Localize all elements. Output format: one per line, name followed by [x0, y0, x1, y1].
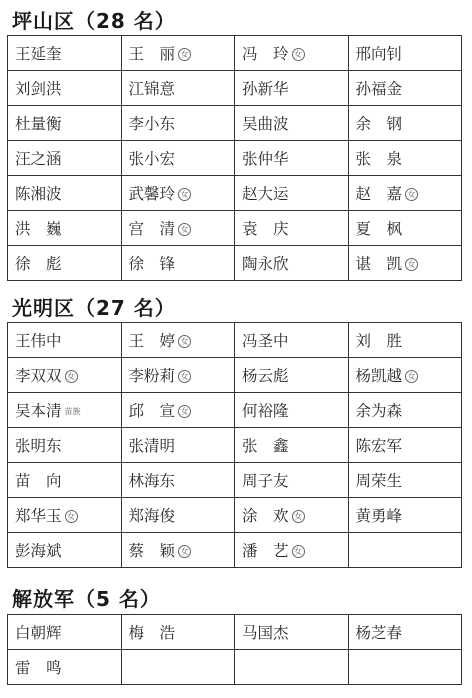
name-cell: [235, 463, 349, 498]
name-cell: [235, 358, 349, 393]
person-name: 邢向钊: [355, 45, 403, 63]
person-name: 杨云彪: [242, 367, 289, 385]
name-cell: [348, 176, 462, 211]
person-name: 徐 彪: [15, 255, 62, 273]
name-cell: [121, 650, 235, 685]
name-cell: [348, 323, 462, 358]
person-name: 李双双: [15, 367, 62, 385]
person-name: 彭海斌: [15, 542, 62, 560]
name-cell: [8, 533, 122, 568]
name-cell: [121, 71, 235, 106]
person-name: 雷 鸣: [15, 659, 62, 677]
name-cell: [8, 106, 122, 141]
person-name: 张仲华: [242, 150, 289, 168]
person-name: 陈宏军: [355, 437, 403, 455]
person-name: 王延奎: [15, 45, 62, 63]
person-name: 蔡 颖: [128, 542, 176, 560]
name-cell: [121, 615, 235, 650]
annotation-tag: 女: [178, 48, 191, 61]
name-cell: [348, 533, 462, 568]
person-name: 马国杰: [242, 624, 289, 642]
person-name: 李小东: [128, 115, 176, 133]
annotation-tag: 女: [405, 188, 418, 201]
annotation-tag: 苗族: [64, 407, 81, 416]
table-row: [8, 211, 462, 246]
table-row: [8, 498, 462, 533]
table-row: [8, 393, 462, 428]
name-cell: [348, 358, 462, 393]
annotation-tag: 女: [405, 258, 418, 271]
name-cell: [8, 36, 122, 71]
name-cell: [348, 393, 462, 428]
name-cell: [235, 650, 349, 685]
name-cell: [121, 393, 235, 428]
person-name: 郑华玉: [15, 507, 62, 525]
person-name: 邱 宣: [128, 402, 176, 420]
table-row: [8, 615, 462, 650]
person-name: 涂 欢: [242, 507, 289, 525]
person-name: 陶永欣: [242, 255, 289, 273]
person-name: 冯圣中: [242, 332, 289, 350]
name-cell: [235, 211, 349, 246]
person-name: 谌 凯: [355, 255, 403, 273]
annotation-tag: 女: [178, 545, 191, 558]
person-name: 余 钢: [355, 115, 403, 133]
table-row: [8, 358, 462, 393]
name-cell: [8, 246, 122, 281]
name-cell: [235, 176, 349, 211]
name-cell: [348, 36, 462, 71]
name-cell: [8, 211, 122, 246]
name-cell: [348, 428, 462, 463]
section-title-guangming: 光明区（27 名）: [12, 296, 176, 320]
name-cell: [8, 176, 122, 211]
name-cell: [121, 463, 235, 498]
table-row: [8, 463, 462, 498]
name-cell: [121, 428, 235, 463]
person-name: 张 鑫: [242, 437, 289, 455]
annotation-tag: 女: [292, 545, 305, 558]
person-name: 吴本清: [15, 402, 62, 420]
name-table-pla: [7, 614, 462, 685]
person-name: 杜量衡: [15, 115, 62, 133]
person-name: 黄勇峰: [355, 507, 403, 525]
person-name: 梅 浩: [128, 624, 176, 642]
table-row: [8, 428, 462, 463]
name-cell: [235, 141, 349, 176]
name-cell: [235, 498, 349, 533]
name-cell: [121, 498, 235, 533]
person-name: 宫 清: [128, 220, 176, 238]
table-row: [8, 71, 462, 106]
name-cell: [235, 393, 349, 428]
person-name: 陈湘波: [15, 185, 62, 203]
person-name: 郑海俊: [128, 507, 176, 525]
table-row: [8, 36, 462, 71]
person-name: 李粉莉: [128, 367, 176, 385]
name-cell: [8, 498, 122, 533]
name-cell: [8, 393, 122, 428]
name-cell: [235, 246, 349, 281]
person-name: 赵 嘉: [355, 185, 403, 203]
person-name: 江锦意: [128, 80, 176, 98]
annotation-tag: 女: [178, 405, 191, 418]
person-name: 冯 玲: [242, 45, 289, 63]
person-name: 赵大运: [242, 185, 289, 203]
annotation-tag: 女: [405, 370, 418, 383]
table-row: [8, 176, 462, 211]
name-cell: [348, 71, 462, 106]
name-cell: [121, 106, 235, 141]
person-name: 孙福金: [355, 80, 403, 98]
name-cell: [121, 358, 235, 393]
name-cell: [121, 323, 235, 358]
annotation-tag: 女: [292, 510, 305, 523]
annotation-tag: 女: [292, 48, 305, 61]
person-name: 王伟中: [15, 332, 62, 350]
annotation-tag: 女: [178, 188, 191, 201]
person-name: 洪 巍: [15, 220, 62, 238]
name-cell: [121, 246, 235, 281]
person-name: 张清明: [128, 437, 176, 455]
table-row: [8, 106, 462, 141]
name-cell: [235, 615, 349, 650]
name-cell: [235, 533, 349, 568]
annotation-tag: 女: [178, 335, 191, 348]
name-cell: [348, 498, 462, 533]
name-table-pingshan: [7, 35, 462, 281]
name-cell: [348, 615, 462, 650]
name-cell: [8, 141, 122, 176]
annotation-tag: 女: [65, 370, 78, 383]
person-name: 袁 庆: [242, 220, 289, 238]
name-cell: [348, 211, 462, 246]
person-name: 杨芝春: [355, 624, 403, 642]
name-cell: [235, 428, 349, 463]
name-cell: [235, 36, 349, 71]
person-name: 张明东: [15, 437, 62, 455]
name-cell: [121, 141, 235, 176]
person-name: 武馨玲: [128, 185, 176, 203]
person-name: 何裕隆: [242, 402, 289, 420]
person-name: 张小宏: [128, 150, 176, 168]
name-cell: [8, 358, 122, 393]
person-name: 汪之涵: [15, 150, 62, 168]
person-name: 张 泉: [355, 150, 403, 168]
person-name: 孙新华: [242, 80, 289, 98]
person-name: 刘剑洪: [15, 80, 62, 98]
name-cell: [121, 36, 235, 71]
section-title-pla: 解放军（5 名）: [12, 587, 161, 611]
person-name: 徐 锋: [128, 255, 176, 273]
table-row: [8, 246, 462, 281]
name-cell: [348, 141, 462, 176]
person-name: 苗 向: [15, 472, 62, 490]
person-name: 王 婷: [128, 332, 176, 350]
name-cell: [8, 323, 122, 358]
person-name: 林海东: [128, 472, 176, 490]
person-name: 刘 胜: [355, 332, 403, 350]
person-name: 杨凯越: [355, 367, 403, 385]
name-cell: [8, 463, 122, 498]
name-cell: [121, 211, 235, 246]
name-cell: [121, 176, 235, 211]
annotation-tag: 女: [65, 510, 78, 523]
person-name: 吴曲波: [242, 115, 289, 133]
annotation-tag: 女: [178, 370, 191, 383]
section-title-pingshan: 坪山区（28 名）: [12, 9, 176, 33]
name-cell: [235, 323, 349, 358]
name-cell: [8, 71, 122, 106]
person-name: 王 丽: [128, 45, 176, 63]
name-cell: [235, 106, 349, 141]
person-name: 白朝辉: [15, 624, 62, 642]
name-cell: [348, 246, 462, 281]
name-cell: [8, 428, 122, 463]
person-name: 周子友: [242, 472, 289, 490]
name-cell: [8, 650, 122, 685]
person-name: 余为森: [355, 402, 403, 420]
name-cell: [8, 615, 122, 650]
name-cell: [348, 106, 462, 141]
name-cell: [235, 71, 349, 106]
person-name: 夏 枫: [355, 220, 403, 238]
name-cell: [348, 463, 462, 498]
name-cell: [348, 650, 462, 685]
annotation-tag: 女: [178, 223, 191, 236]
person-name: 周荣生: [355, 472, 403, 490]
table-row: [8, 323, 462, 358]
table-row: [8, 650, 462, 685]
name-cell: [121, 533, 235, 568]
table-row: [8, 533, 462, 568]
name-table-guangming: [7, 322, 462, 568]
table-row: [8, 141, 462, 176]
person-name: 潘 艺: [242, 542, 289, 560]
